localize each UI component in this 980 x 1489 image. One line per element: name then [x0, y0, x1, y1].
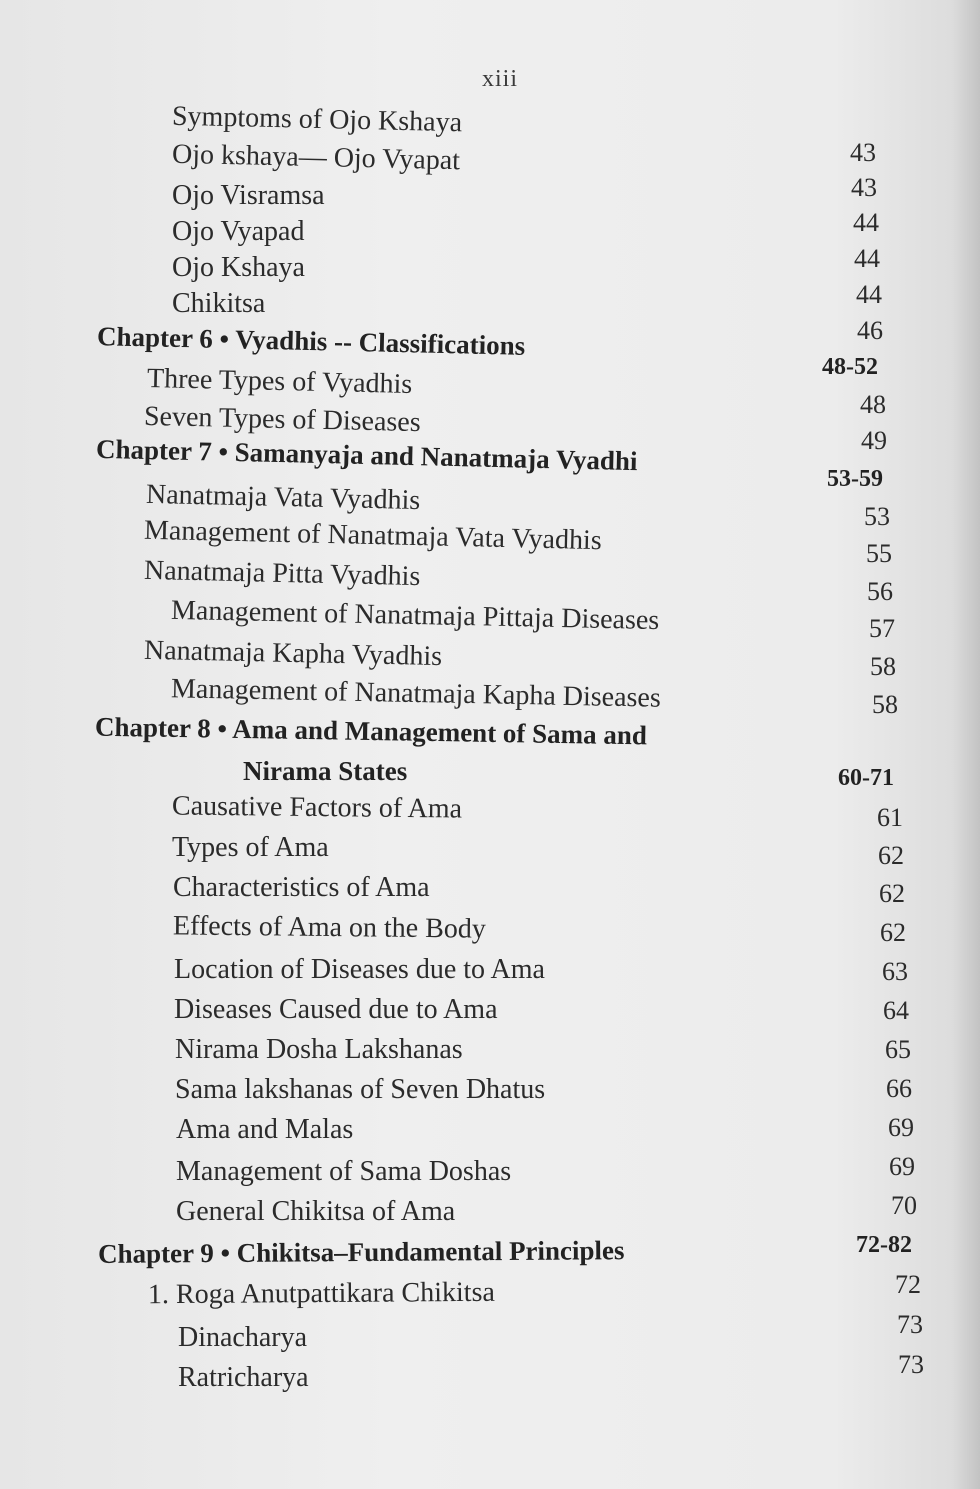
toc-entry-title: Management of Nanatmaja Vata Vyadhis — [143, 514, 603, 557]
toc-entry-page: 55 — [866, 539, 892, 568]
toc-entry-page: 48-52 — [822, 354, 878, 380]
toc-entry-page: 49 — [861, 426, 887, 455]
toc-entry-page: 72-82 — [856, 1232, 912, 1258]
toc-entry-title: Nirama Dosha Lakshanas — [175, 1034, 463, 1065]
toc-entry-title: Nanatmaja Pitta Vyadhis — [143, 554, 421, 593]
toc-entry-page: 56 — [867, 577, 893, 606]
toc-entry-page: 44 — [853, 208, 879, 237]
toc-entry-page: 57 — [869, 614, 895, 643]
toc-entry-title: Sama lakshanas of Seven Dhatus — [175, 1074, 546, 1105]
toc-entry-title: Seven Types of Diseases — [143, 400, 422, 439]
toc-entry-title: Types of Ama — [172, 832, 329, 863]
toc-entry-continuation: Nirama States — [243, 756, 408, 786]
toc-entry-page: 53-59 — [827, 466, 883, 492]
toc-entry-page: 60-71 — [838, 765, 894, 791]
toc-entry-title: Causative Factors of Ama — [171, 790, 463, 825]
toc-entry-page: 43 — [850, 138, 876, 167]
toc-entry-title: Characteristics of Ama — [173, 872, 430, 903]
toc-entry-title: Diseases Caused due to Ama — [174, 994, 498, 1025]
toc-entry-title: Chapter 7 • Samanyaja and Nanatmaja Vyadhi — [95, 433, 638, 477]
toc-entry-page: 65 — [885, 1035, 911, 1064]
toc-entry-title: Ojo Visramsa — [172, 180, 325, 211]
toc-entry-title: Dinacharya — [178, 1322, 308, 1353]
page-number: xiii — [481, 66, 518, 92]
toc-entry-title: Chapter 9 • Chikitsa–Fundamental Principles — [97, 1235, 625, 1269]
toc-entry-title: Ojo Kshaya — [172, 252, 305, 283]
toc-entry-page: 62 — [880, 918, 906, 947]
toc-entry-page: 66 — [886, 1074, 912, 1103]
toc-entry-page: 69 — [888, 1113, 914, 1142]
toc-entry-page: 72 — [895, 1270, 921, 1299]
toc-entry-title: Location of Diseases due to Ama — [174, 954, 545, 985]
toc-entry-page: 48 — [860, 390, 886, 419]
toc-entry-page: 62 — [879, 879, 905, 908]
toc-entry-page: 44 — [854, 244, 880, 273]
toc-entry-page: 62 — [878, 841, 904, 870]
toc-entry-title: Chikitsa — [172, 288, 266, 319]
toc-entry-title: Ojo Vyapad — [172, 216, 305, 247]
toc-entry-title: Nanatmaja Vata Vyadhis — [145, 478, 421, 517]
toc-entry-title: Three Types of Vyadhis — [146, 362, 413, 401]
toc-entry-page: 70 — [891, 1191, 917, 1220]
toc-entry-title: Chapter 8 • Ama and Management of Sama and — [94, 711, 648, 751]
toc-entry-title: Ama and Malas — [176, 1114, 354, 1145]
toc-entry-title: Ojo kshaya— Ojo Vyapat — [171, 138, 461, 177]
toc-entry-page: 61 — [877, 803, 903, 832]
toc-entry-page: 63 — [882, 957, 908, 986]
toc-entry-page: 46 — [857, 316, 883, 345]
toc-entry-page: 58 — [870, 652, 896, 681]
toc-entry-title: Chapter 6 • Vyadhis -- Classifications — [96, 321, 526, 361]
toc-entry-title: Symptoms of Ojo Kshaya — [171, 100, 463, 139]
toc-entry-title: Management of Nanatmaja Pittaja Diseases — [170, 594, 660, 637]
toc-entry-page: 69 — [889, 1152, 915, 1181]
toc-entry-title: Nanatmaja Kapha Vyadhis — [143, 634, 443, 673]
toc-entry-title: 1. Roga Anutpattikara Chikitsa — [147, 1276, 495, 1311]
toc-entry-title: Ratricharya — [178, 1362, 309, 1393]
toc-entry-page: 43 — [851, 173, 877, 202]
toc-entry-page: 73 — [897, 1310, 923, 1339]
toc-entry-title: Effects of Ama on the Body — [172, 910, 487, 945]
toc-entry-title: General Chikitsa of Ama — [176, 1196, 456, 1227]
toc-entry-page: 73 — [898, 1350, 924, 1379]
toc-entry-title: Management of Nanatmaja Kapha Diseases — [170, 673, 662, 714]
toc-entry-page: 53 — [864, 502, 890, 531]
toc-entry-page: 44 — [856, 280, 882, 309]
toc-entry-title: Management of Sama Doshas — [176, 1156, 512, 1187]
toc-entry-page: 58 — [872, 690, 898, 719]
toc-entry-page: 64 — [883, 996, 909, 1025]
